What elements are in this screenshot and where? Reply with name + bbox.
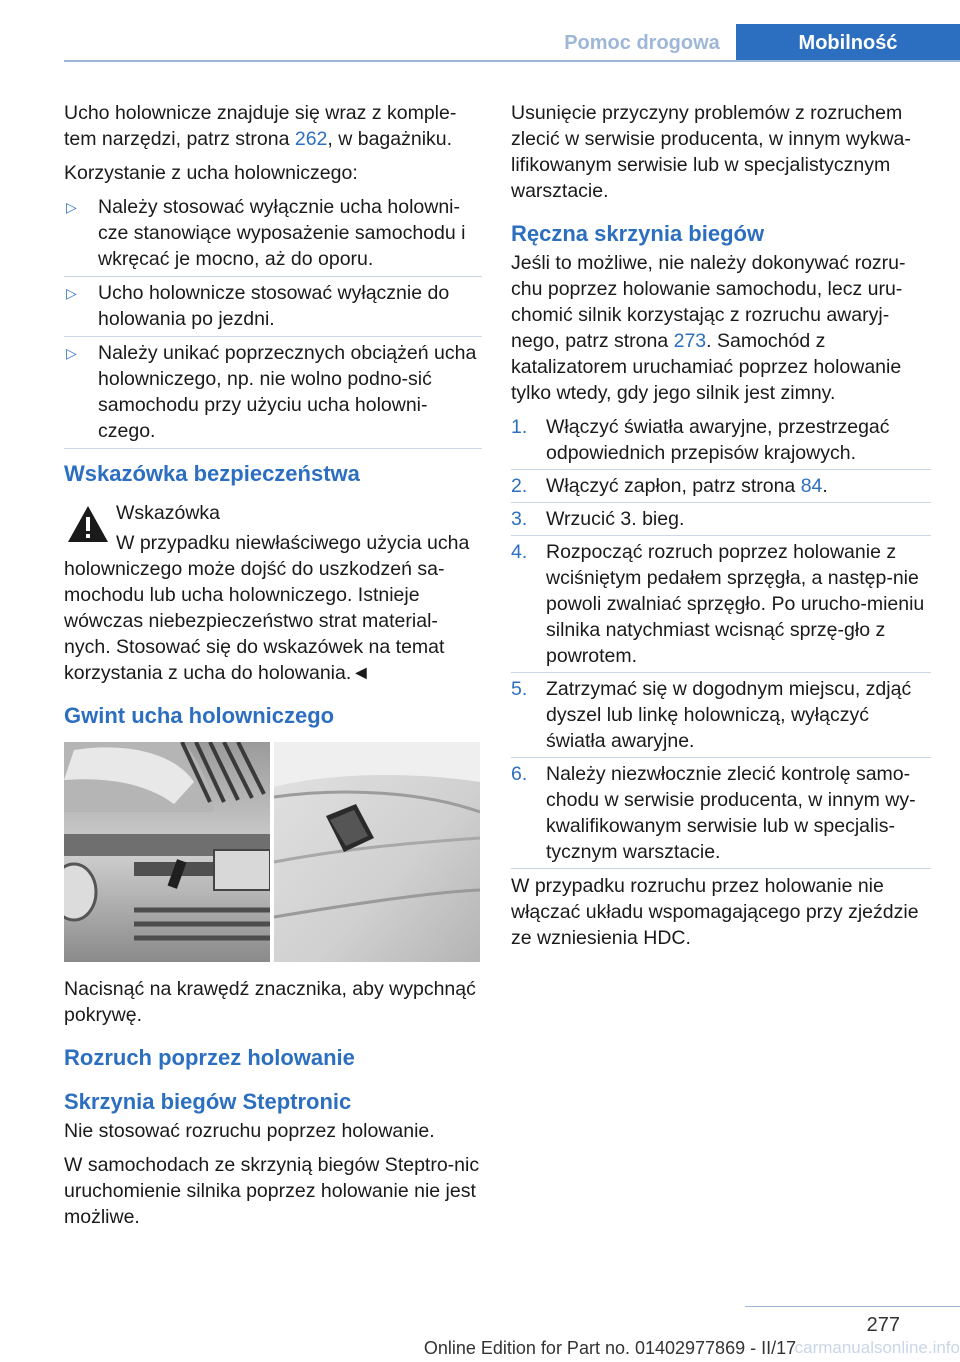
steptronic-paragraph-1: Nie stosować rozruchu poprzez holowanie.	[64, 1120, 435, 1142]
page-header	[0, 0, 960, 64]
page-link-273[interactable]: 273	[673, 330, 707, 352]
safety-heading: Wskazówka bezpieczeństwa	[64, 461, 360, 486]
warning-box	[64, 500, 482, 686]
page-link-262[interactable]: 262	[294, 128, 328, 150]
warning-text: W przypadku niewłaściwego użycia ucha holowniczego może dojść do uszkodzeń sa-mochodu lub ucha holowniczego. Istnieje wówczas niebezpieczeństwo strat material-nych. Stosować się do wskazówek na temat korzystania z ucha do holowania.◄	[64, 532, 470, 684]
page-number: 277	[866, 1314, 900, 1336]
list-item: ▷ Należy stosować wyłącznie ucha holowni-cze stanowiące wyposażenie samochodu i wkręcać je mocno, aż do oporu.	[64, 194, 482, 272]
thread-heading: Gwint ucha holowniczego	[64, 703, 335, 728]
right-column	[511, 100, 931, 959]
figure-caption: Nacisnąć na krawędź znacznika, aby wypchnąć pokrywę.	[64, 978, 476, 1026]
list-item: 5. Zatrzymać się w dogodnym miejscu, zdjąć dyszel lub linkę holowniczą, wyłączyć światła awaryjne.	[511, 676, 931, 754]
steptronic-paragraph-2: W samochodach ze skrzynią biegów Steptro-nic uruchomienie silnika poprzez holowanie nie jest możliwe.	[64, 1154, 480, 1228]
intro-paragraph: Ucho holownicze znajduje się wraz z komple-tem narzędzi, patrz strona 262, w bagażniku.	[64, 102, 457, 150]
closing-paragraph: W przypadku rozruchu przez holowanie nie włączać układu wspomagającego przy zjeździe ze wzniesienia HDC.	[511, 875, 919, 949]
triangle-bullet-icon: ▷	[66, 199, 77, 215]
manual-gearbox-heading: Ręczna skrzynia biegów	[511, 221, 765, 246]
manual-gearbox-paragraph: Jeśli to możliwe, nie należy dokonywać rozru-chu poprzez holowanie samochodu, lecz uru-chomić silnik korzystając z rozruchu awaryj-nego, patrz strona 273. Samochód z katalizatorem uruchamiać poprzez holowanie tylko wtedy, gdy jego silnik jest zimny.	[511, 252, 906, 404]
list-item: 2. Włączyć zapłon, patrz strona 84.	[511, 473, 931, 499]
footer-divider	[745, 1306, 960, 1307]
right-intro-paragraph: Usunięcie przyczyny problemów z rozruchem zlecić w serwisie producenta, w innym wykwa-lifikowanym serwisie lub w specjalistycznym warsztacie.	[511, 102, 911, 202]
list-item: 4. Rozpocząć rozruch poprzez holowanie z wciśniętym pedałem sprzęgła, a następ-nie powoli zwalniać sprzęgło. Po urucho-mieniu silnika natychmiast wcisnąć sprzę-gło z powrotem.	[511, 539, 931, 669]
left-column	[64, 100, 482, 1238]
steps-list	[511, 414, 931, 865]
tab-pomoc-drogowa[interactable]: Pomoc drogowa	[564, 31, 720, 54]
tab-mobilnosc[interactable]: Mobilność	[736, 24, 960, 62]
list-item: ▷ Należy unikać poprzecznych obciążeń ucha holowniczego, np. nie wolno podno-sić samochodu przy użyciu ucha holowni-czego.	[64, 340, 482, 444]
tow-start-heading: Rozruch poprzez holowanie	[64, 1045, 355, 1070]
car-bumper-illustration	[64, 742, 480, 962]
list-item: 1. Włączyć światła awaryjne, przestrzegać odpowiednich przepisów krajowych.	[511, 414, 931, 466]
list-item: 3. Wrzucić 3. bieg.	[511, 506, 931, 532]
usage-bullet-list	[64, 194, 482, 444]
triangle-bullet-icon: ▷	[66, 285, 77, 301]
edition-footer: Online Edition for Part no. 01402977869 - II/17	[423, 1338, 797, 1358]
steptronic-heading: Skrzynia biegów Steptronic	[64, 1089, 352, 1114]
list-item: ▷ Ucho holownicze stosować wyłącznie do holowania po jezdni.	[64, 280, 482, 332]
usage-heading: Korzystanie z ucha holowniczego:	[64, 162, 358, 184]
watermark: carmanualsonline.info	[794, 1338, 960, 1357]
warning-triangle-icon	[66, 504, 110, 544]
page-link-84[interactable]: 84	[800, 475, 823, 497]
warning-title: Wskazówka	[116, 502, 221, 524]
list-item: 6. Należy niezwłocznie zlecić kontrolę samo-chodu w serwisie producenta, w innym wy-kwalifikowanym serwisie lub w specjalis-tycznym warsztacie.	[511, 761, 931, 865]
triangle-bullet-icon: ▷	[66, 345, 77, 361]
header-divider	[64, 60, 960, 62]
towing-eye-thread-figure	[64, 742, 480, 962]
